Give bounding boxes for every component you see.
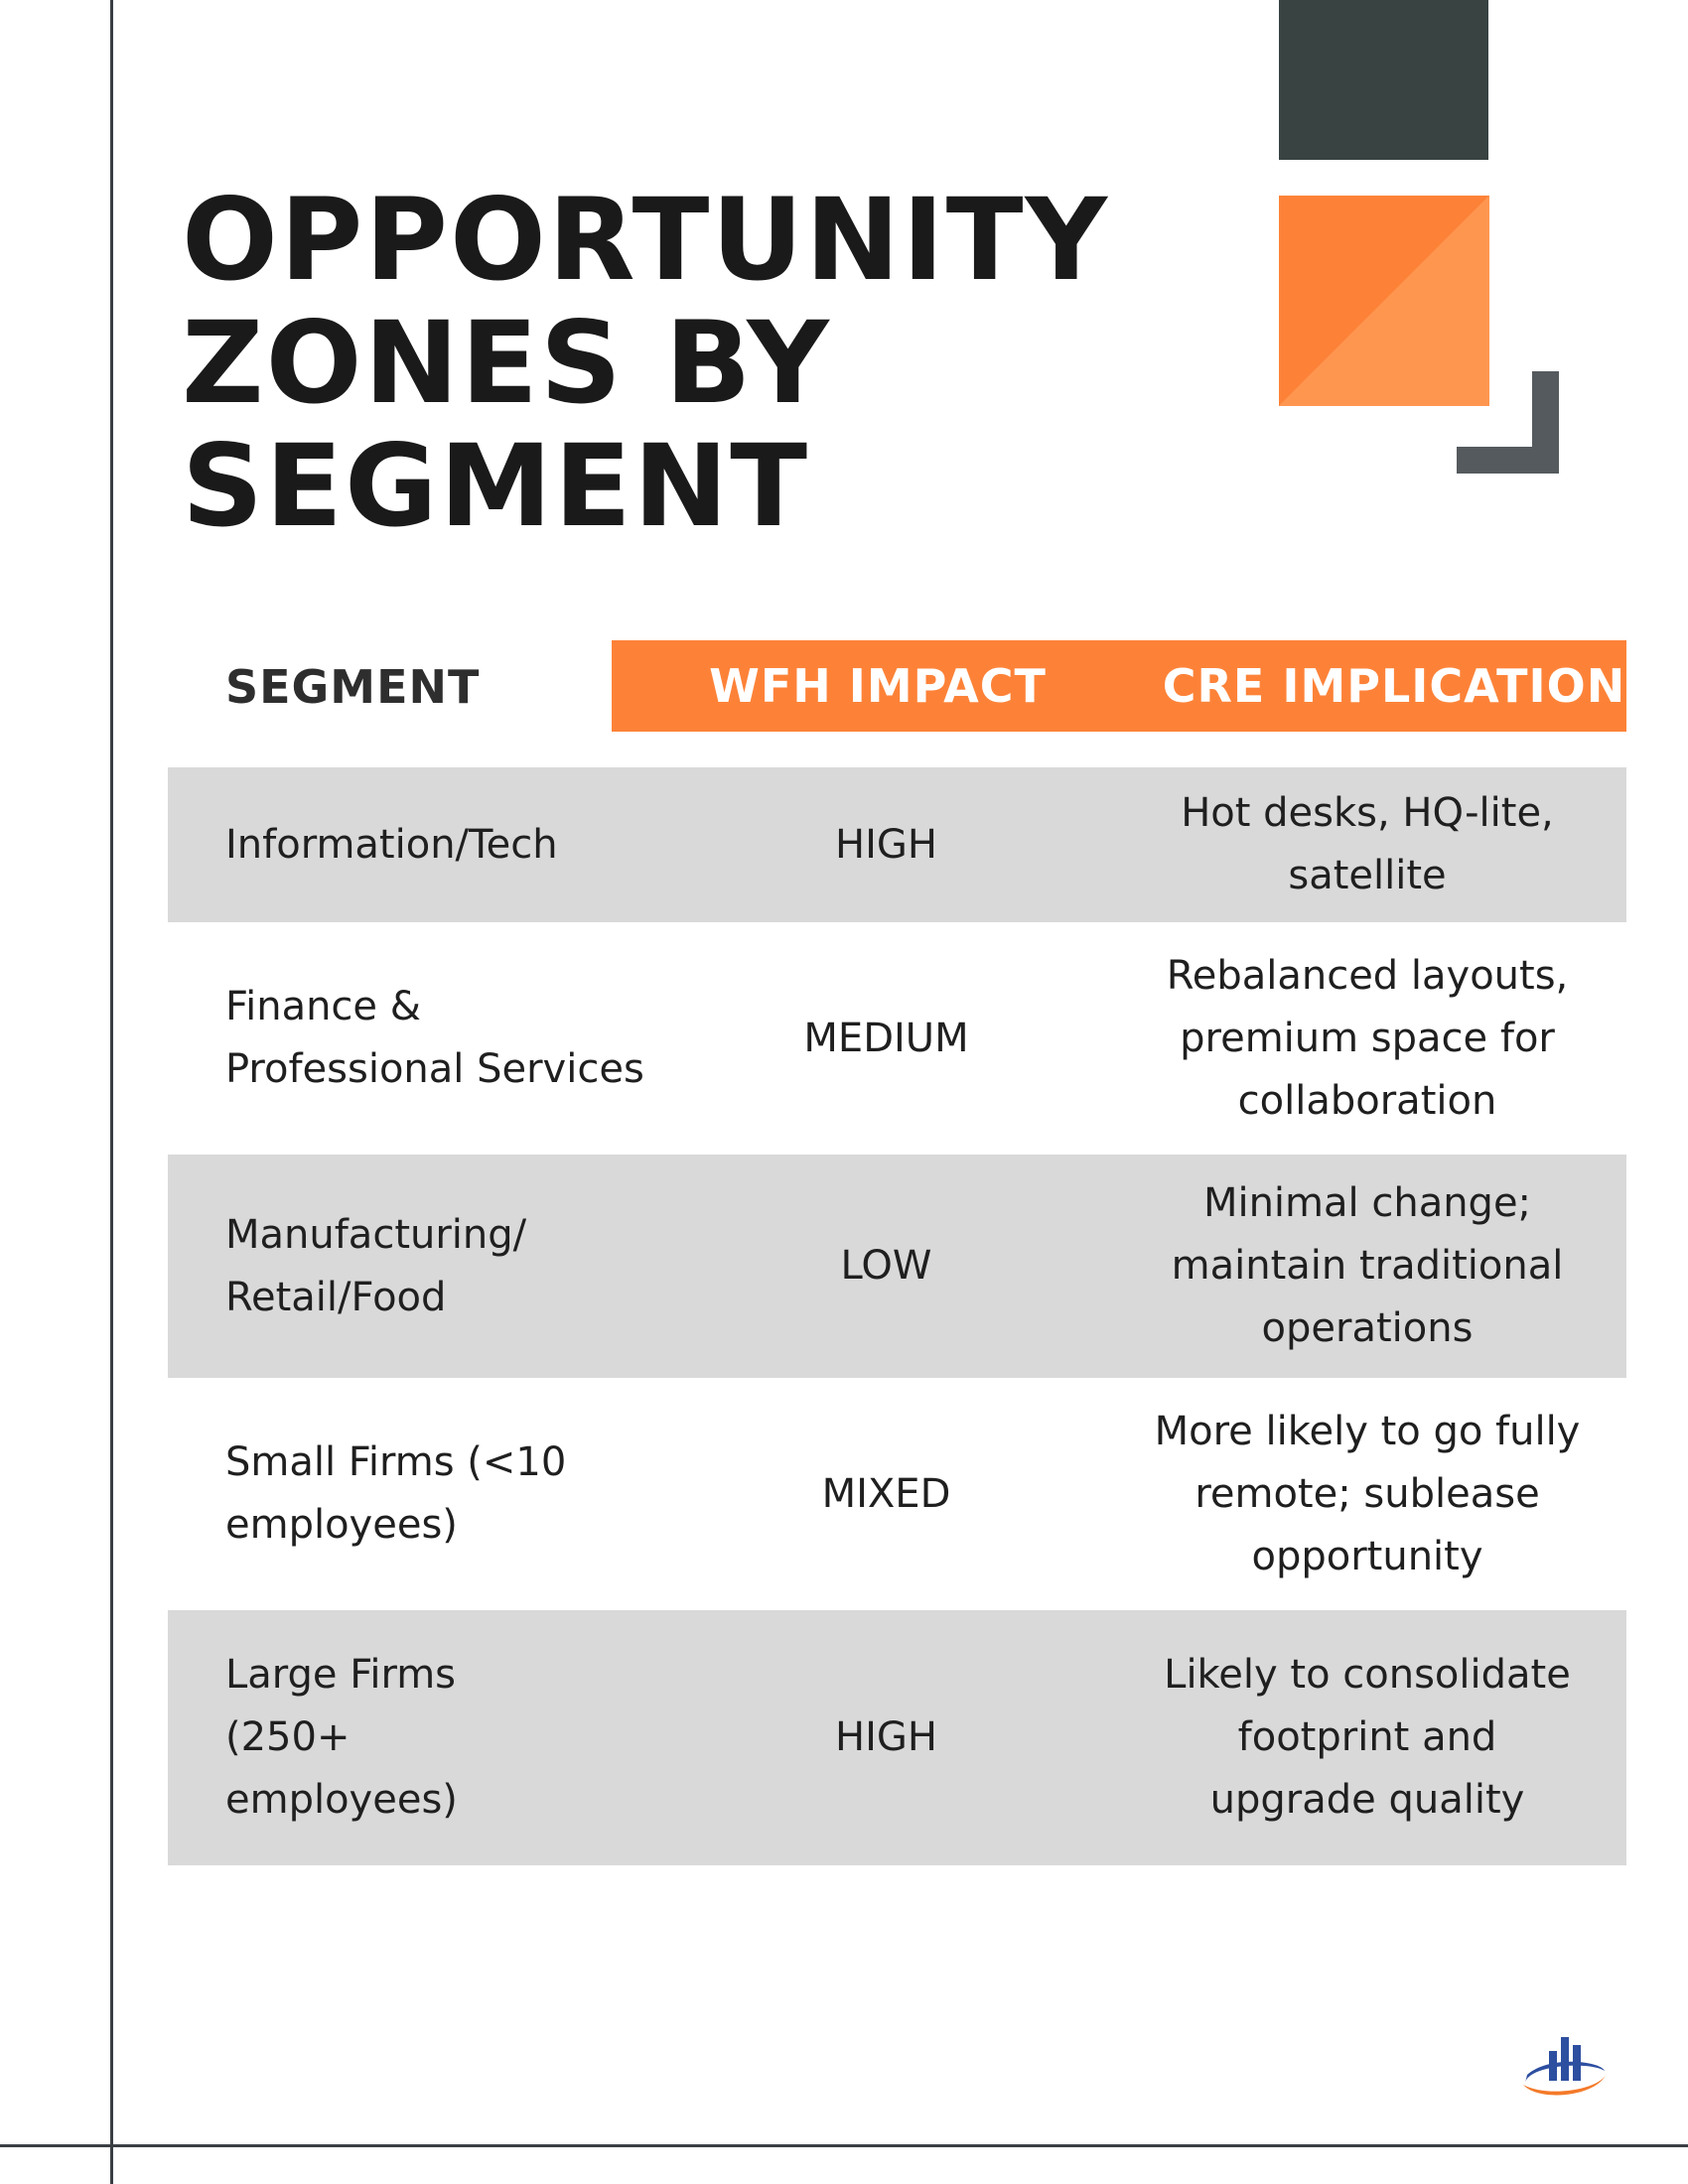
left-vertical-rule	[110, 0, 113, 2184]
table-row	[168, 922, 1626, 1155]
cre-line: Likely to consolidate	[1164, 1652, 1571, 1698]
title-line: OPPORTUNITY	[182, 174, 1110, 306]
segment-line: Information/Tech	[225, 821, 558, 868]
segment-line: employees)	[225, 1502, 458, 1548]
header-bar	[612, 640, 1626, 732]
cre-implication-cell	[1108, 1401, 1626, 1588]
cre-line: Hot desks, HQ-lite,	[1181, 790, 1554, 836]
segment-cell	[168, 1204, 664, 1329]
segment-line: Professional Services	[225, 1046, 644, 1092]
title-line: SEGMENT	[182, 420, 810, 552]
building-bars-logo-icon	[1519, 2031, 1611, 2103]
cre-implication-cell	[1108, 945, 1626, 1133]
bottom-horizontal-rule	[0, 2144, 1688, 2147]
header-wfh-impact: WFH IMPACT	[709, 659, 1047, 713]
cre-line: More likely to go fully	[1154, 1408, 1581, 1454]
decorative-dark-square	[1279, 0, 1488, 160]
page-title	[182, 174, 1110, 552]
segment-line: Manufacturing/	[225, 1211, 527, 1258]
cre-line: operations	[1261, 1305, 1474, 1351]
cre-implication-cell	[1108, 1172, 1626, 1360]
wfh-impact-cell: MEDIUM	[803, 1015, 969, 1061]
segment-line: (250+	[225, 1714, 351, 1760]
cre-line: opportunity	[1251, 1533, 1483, 1579]
cre-line: Rebalanced layouts,	[1166, 952, 1569, 999]
table-row	[168, 1155, 1626, 1378]
segment-cell	[168, 976, 664, 1101]
header-cre-implication: CRE IMPLICATION	[1162, 659, 1626, 713]
wfh-impact-cell: HIGH	[835, 821, 937, 868]
decorative-corner-bracket	[1457, 371, 1559, 474]
cre-line: upgrade quality	[1209, 1777, 1525, 1823]
segment-cell	[168, 1644, 664, 1832]
title-line: ZONES BY	[182, 297, 831, 429]
cre-line: collaboration	[1237, 1077, 1497, 1124]
table-row	[168, 1378, 1626, 1610]
segment-line: Large Firms	[225, 1652, 457, 1698]
cre-line: footprint and	[1237, 1714, 1497, 1760]
table-row	[168, 767, 1626, 922]
header-segment: SEGMENT	[225, 660, 481, 714]
segment-line: Finance &	[225, 984, 421, 1029]
segment-line: Small Firms (<10	[225, 1439, 567, 1485]
cre-line: remote; sublease	[1195, 1470, 1540, 1517]
cre-line: premium space for	[1180, 1015, 1555, 1061]
cre-line: Minimal change;	[1202, 1180, 1532, 1226]
cre-line: satellite	[1288, 853, 1447, 898]
wfh-impact-cell: HIGH	[835, 1714, 937, 1760]
cre-implication-cell	[1108, 782, 1626, 907]
segment-cell	[168, 1432, 664, 1557]
table-row	[168, 1610, 1626, 1865]
segment-line: Retail/Food	[225, 1274, 447, 1320]
segment-table	[168, 767, 1626, 1865]
cre-line: maintain traditional	[1171, 1243, 1564, 1289]
wfh-impact-cell: MIXED	[821, 1470, 951, 1517]
wfh-impact-cell: LOW	[840, 1243, 932, 1289]
segment-cell	[168, 814, 664, 877]
cre-implication-cell	[1108, 1644, 1626, 1832]
segment-line: employees)	[225, 1777, 458, 1823]
